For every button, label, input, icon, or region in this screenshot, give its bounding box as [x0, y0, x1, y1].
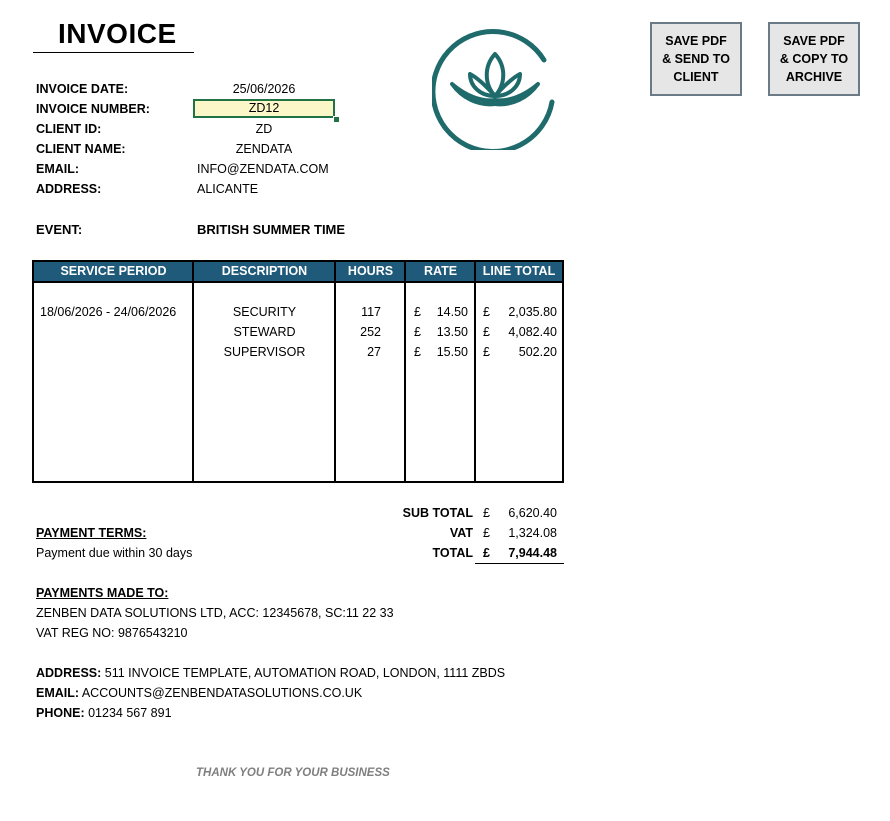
lotus-in-circle-icon	[432, 22, 558, 150]
row-1-rate-currency: £	[414, 305, 421, 319]
title-underline	[33, 52, 194, 53]
company-address-value: 511 INVOICE TEMPLATE, AUTOMATION ROAD, LONDON, 1111 ZBDS	[101, 666, 506, 680]
row-1-total[interactable]: 2,035.80	[508, 305, 557, 319]
invoice-number-cell[interactable]: ZD12	[193, 99, 335, 118]
client-name-value[interactable]: ZENDATA	[235, 142, 293, 156]
row-3-description[interactable]: SUPERVISOR	[223, 345, 306, 359]
client-id-value[interactable]: ZD	[255, 122, 273, 136]
payment-terms-heading: PAYMENT TERMS:	[36, 526, 147, 540]
address-value[interactable]: ALICANTE	[197, 182, 259, 196]
company-email	[36, 686, 362, 700]
company-email-value: ACCOUNTS@ZENBENDATASOLUTIONS.CO.UK	[79, 686, 363, 700]
row-1-total-currency: £	[483, 305, 490, 319]
company-email-label: EMAIL:	[36, 686, 80, 700]
company-phone	[36, 706, 172, 720]
total-label: TOTAL	[432, 546, 473, 560]
header-rate: RATE	[423, 264, 458, 278]
client-id-label: CLIENT ID:	[36, 122, 102, 136]
address-label: ADDRESS:	[36, 182, 102, 196]
row-3-rate-currency: £	[414, 345, 421, 359]
row-1-hours[interactable]: 117	[361, 305, 381, 319]
payment-terms-text: Payment due within 30 days	[36, 546, 193, 560]
row-2-description[interactable]: STEWARD	[233, 325, 296, 339]
row-3-total[interactable]: 502.20	[518, 345, 557, 359]
header-service-period: SERVICE PERIOD	[60, 264, 167, 278]
save-pdf-send-button[interactable]: SAVE PDF & SEND TO CLIENT	[650, 22, 742, 96]
subtotal-value[interactable]: 6,620.40	[508, 506, 557, 520]
row-3-hours[interactable]: 27	[367, 345, 381, 359]
client-name-label: CLIENT NAME:	[36, 142, 126, 156]
total-value[interactable]: 7,944.48	[508, 546, 557, 560]
row-2-total[interactable]: 4,082.40	[508, 325, 557, 339]
invoice-date-value[interactable]: 25/06/2026	[232, 82, 296, 96]
thank-you-note: THANK YOU FOR YOUR BUSINESS	[196, 767, 390, 779]
company-address	[36, 666, 505, 680]
column-divider	[474, 262, 476, 481]
row-1-rate[interactable]: 14.50	[436, 305, 468, 319]
event-label: EVENT:	[36, 222, 83, 237]
subtotal-currency: £	[483, 506, 490, 520]
company-phone-value: 01234 567 891	[84, 706, 172, 720]
row-3-total-currency: £	[483, 345, 490, 359]
invoice-title: INVOICE	[58, 18, 177, 49]
vat-label: VAT	[449, 526, 473, 540]
total-underline	[475, 563, 564, 564]
row-2-hours[interactable]: 252	[360, 325, 381, 339]
event-value[interactable]: BRITISH SUMMER TIME	[197, 222, 346, 237]
subtotal-label: SUB TOTAL	[402, 506, 473, 520]
save-pdf-archive-button[interactable]: SAVE PDF & COPY TO ARCHIVE	[768, 22, 860, 96]
email-label: EMAIL:	[36, 162, 80, 176]
vat-value[interactable]: 1,324.08	[508, 526, 557, 540]
column-divider	[334, 262, 336, 481]
column-divider	[404, 262, 406, 481]
services-table	[32, 260, 564, 483]
company-address-label: ADDRESS:	[36, 666, 102, 680]
service-period-value[interactable]: 18/06/2026 - 24/06/2026	[40, 305, 177, 319]
company-phone-label: PHONE:	[36, 706, 85, 720]
bank-details: ZENBEN DATA SOLUTIONS LTD, ACC: 12345678, SC:11 22 33	[36, 606, 394, 620]
row-2-rate[interactable]: 13.50	[436, 325, 468, 339]
header-divider	[34, 281, 562, 283]
header-line-total: LINE TOTAL	[482, 264, 556, 278]
row-2-rate-currency: £	[414, 325, 421, 339]
row-1-description[interactable]: SECURITY	[232, 305, 297, 319]
total-currency: £	[483, 546, 490, 560]
invoice-number-label: INVOICE NUMBER:	[36, 102, 150, 116]
row-3-rate[interactable]: 15.50	[436, 345, 468, 359]
payments-made-to-heading: PAYMENTS MADE TO:	[36, 586, 169, 600]
invoice-date-label: INVOICE DATE:	[36, 82, 129, 96]
header-hours: HOURS	[347, 264, 394, 278]
email-value[interactable]: INFO@ZENDATA.COM	[197, 162, 329, 176]
vat-reg-number: VAT REG NO: 9876543210	[36, 626, 188, 640]
column-divider	[192, 262, 194, 481]
vat-currency: £	[483, 526, 490, 540]
header-description: DESCRIPTION	[221, 264, 308, 278]
row-2-total-currency: £	[483, 325, 490, 339]
